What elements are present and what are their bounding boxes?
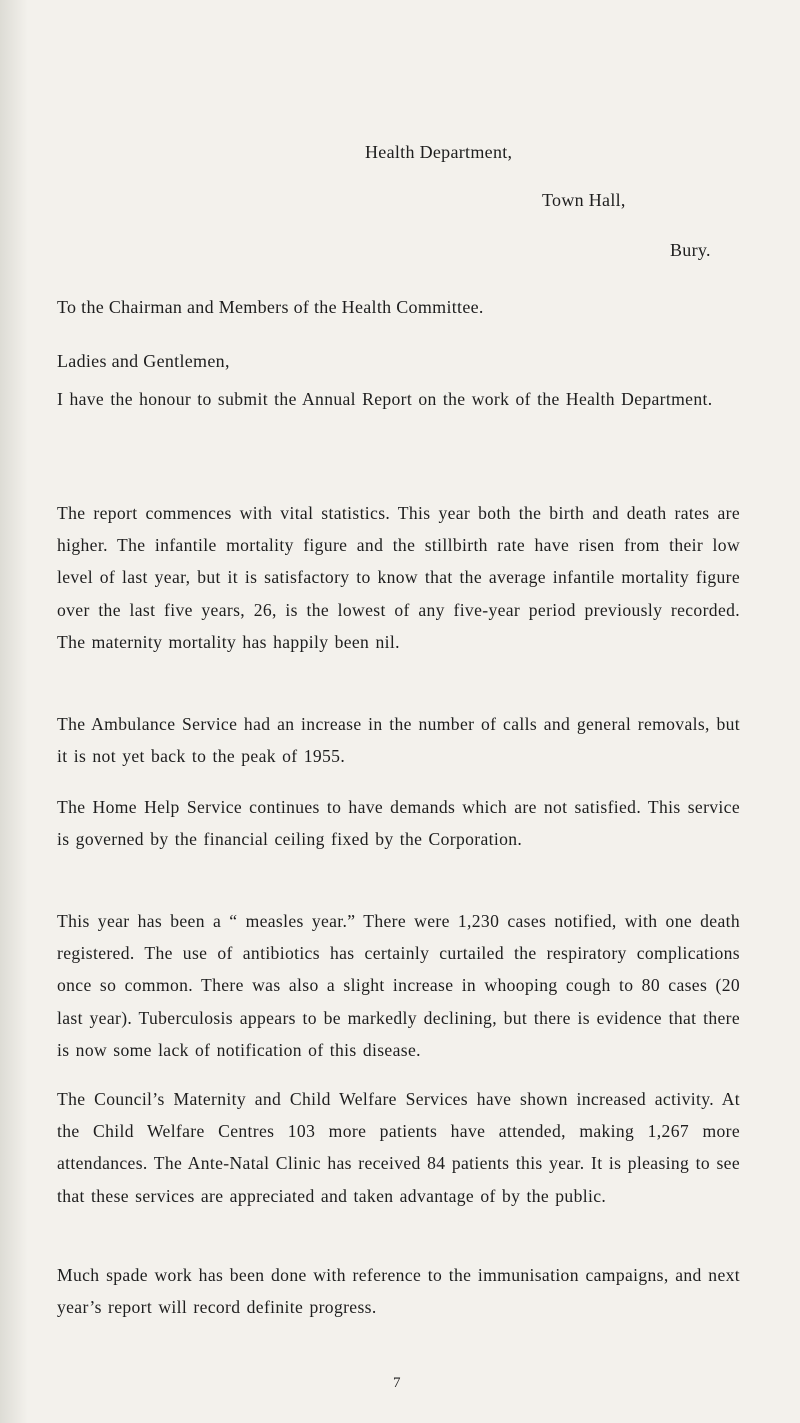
letterhead-town: Bury. — [670, 240, 711, 260]
paragraph-text: Much spade work has been done with reference to the immunisation campaigns, and next year’s report will record definite progress. — [57, 1265, 740, 1318]
paragraph-text: I have the honour to submit the Annual Report on the work of the Health Department. — [57, 389, 713, 409]
letterhead-department: Health Department, — [365, 142, 513, 162]
letterhead-building: Town Hall, — [542, 190, 626, 210]
paragraph-text: This year has been a “ measles year.” There were 1,230 cases notified, with one death registered. The use of antibiotics has certainly curtailed the respiratory complications once so common. There was also a slight increase in whooping cough to 80 cases (20 last year). Tuberculosis appears to be markedly declining, but there is evidence that there is now some lack of notification of this disease. — [57, 911, 740, 1060]
paragraph-text: The Home Help Service continues to have demands which are not satisfied. This service is governed by the financial ceiling fixed by the Corporation. — [57, 797, 740, 850]
paragraph-text: The Ambulance Service had an increase in the number of calls and general removals, but it is not yet back to the peak of 1955. — [57, 714, 740, 767]
greeting-line: Ladies and Gentlemen, — [57, 351, 230, 371]
paragraph-home-help — [57, 791, 740, 855]
page-number: 7 — [393, 1375, 401, 1391]
paragraph-immunisation — [57, 1259, 740, 1323]
scan-edge-shading — [0, 0, 28, 1423]
paragraph-text: The Council’s Maternity and Child Welfare Services have shown increased activity. At the Child Welfare Centres 103 more patients have attended, making 1,267 more attendances. The Ante-Natal Clinic has received 84 patients this year. It is pleasing to see that these services are appreciated and taken advantage of by the public. — [57, 1089, 740, 1206]
paragraph-text: The report commences with vital statistics. This year both the birth and death rates are higher. The infantile mortality figure and the stillbirth rate have risen from their low level of last year, but it is satisfactory to know that the average infantile mortality figure over the last five years, 26, is the lowest of any five-year period previously recorded. The maternity mortality has happily been nil. — [57, 503, 740, 652]
paragraph-maternity-welfare — [57, 1083, 740, 1212]
paragraph-intro — [57, 383, 740, 415]
paragraph-vital-statistics — [57, 497, 740, 658]
paragraph-ambulance — [57, 708, 740, 772]
paragraph-measles — [57, 905, 740, 1066]
addressee-line: To the Chairman and Members of the Health Committee. — [57, 297, 484, 317]
